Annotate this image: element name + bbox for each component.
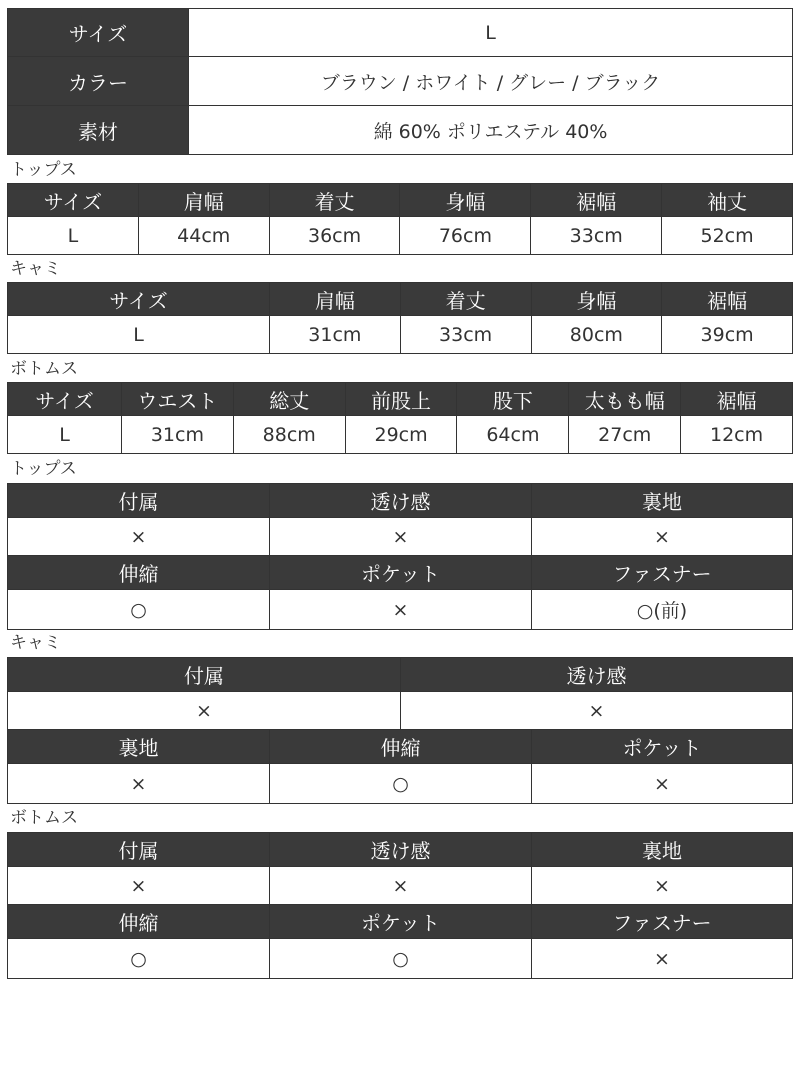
cami-detail-value: × xyxy=(401,692,793,730)
tops-detail-table xyxy=(7,483,793,630)
cami-detail-header: 透け感 xyxy=(401,658,793,692)
cami-detail-value: × xyxy=(8,764,270,804)
cami-detail-header: 伸縮 xyxy=(270,730,532,764)
bottoms-detail-header: 裏地 xyxy=(532,833,793,867)
cami-size-header: 裾幅 xyxy=(662,283,793,316)
bottoms-size-table xyxy=(7,382,793,454)
tops-detail-value: × xyxy=(270,518,532,556)
tops-detail-header: ファスナー xyxy=(532,556,793,590)
cami-size-title: キャミ xyxy=(10,259,61,279)
bottoms-size-header: ウエスト xyxy=(122,383,234,416)
bottoms-detail-header: ファスナー xyxy=(532,905,793,939)
bottoms-size-header: 前股上 xyxy=(345,383,457,416)
bottoms-size-header: 総丈 xyxy=(233,383,345,416)
cami-size-value: 39cm xyxy=(662,316,793,354)
cami-detail-value: × xyxy=(532,764,793,804)
cami-detail-table-top xyxy=(7,657,793,730)
bottoms-detail-table xyxy=(7,832,793,979)
spec-table xyxy=(7,8,793,155)
bottoms-size-header: サイズ xyxy=(8,383,122,416)
tops-size-value: 76cm xyxy=(400,217,531,255)
tops-size-table xyxy=(7,183,793,255)
cami-detail-header: 付属 xyxy=(8,658,401,692)
tops-size-value: 52cm xyxy=(662,217,793,255)
cami-detail-value: × xyxy=(8,692,401,730)
tops-detail-title: トップス xyxy=(10,459,77,479)
bottoms-detail-value: × xyxy=(8,867,270,905)
tops-size-header: 袖丈 xyxy=(662,184,793,217)
cami-size-value: 33cm xyxy=(400,316,531,354)
tops-detail-value: × xyxy=(8,518,270,556)
tops-size-header: 身幅 xyxy=(400,184,531,217)
tops-detail-header: 付属 xyxy=(8,484,270,518)
tops-detail-value: ○ xyxy=(8,590,270,630)
tops-size-value: 33cm xyxy=(531,217,662,255)
cami-detail-title: キャミ xyxy=(10,633,61,653)
bottoms-detail-value: × xyxy=(270,867,532,905)
tops-size-title: トップス xyxy=(10,160,77,180)
bottoms-detail-header: 透け感 xyxy=(270,833,532,867)
tops-detail-header: 裏地 xyxy=(532,484,793,518)
bottoms-size-value: 27cm xyxy=(569,416,681,454)
spec-material-value: 綿 60% ポリエステル 40% xyxy=(189,106,793,155)
bottoms-size-value: 64cm xyxy=(457,416,569,454)
cami-size-value: 80cm xyxy=(531,316,662,354)
bottoms-size-value: 88cm xyxy=(233,416,345,454)
spec-size-value: L xyxy=(189,9,793,57)
bottoms-size-value: 29cm xyxy=(345,416,457,454)
bottoms-size-header: 股下 xyxy=(457,383,569,416)
bottoms-size-value: 31cm xyxy=(122,416,234,454)
cami-size-header: 肩幅 xyxy=(270,283,401,316)
tops-detail-header: 伸縮 xyxy=(8,556,270,590)
tops-size-header: 肩幅 xyxy=(138,184,269,217)
tops-size-header: サイズ xyxy=(8,184,139,217)
cami-detail-table-bottom xyxy=(7,729,793,804)
bottoms-detail-header: 伸縮 xyxy=(8,905,270,939)
tops-size-value: 44cm xyxy=(138,217,269,255)
bottoms-size-header: 太もも幅 xyxy=(569,383,681,416)
cami-size-table xyxy=(7,282,793,354)
spec-color-label: カラー xyxy=(8,57,189,106)
cami-detail-header: 裏地 xyxy=(8,730,270,764)
bottoms-detail-header: ポケット xyxy=(270,905,532,939)
cami-size-value: L xyxy=(8,316,270,354)
tops-size-value: L xyxy=(8,217,139,255)
spec-color-value: ブラウン / ホワイト / グレー / ブラック xyxy=(189,57,793,106)
bottoms-size-value: L xyxy=(8,416,122,454)
cami-size-header: 着丈 xyxy=(400,283,531,316)
tops-size-header: 裾幅 xyxy=(531,184,662,217)
tops-detail-header: ポケット xyxy=(270,556,532,590)
tops-size-header: 着丈 xyxy=(269,184,400,217)
bottoms-detail-header: 付属 xyxy=(8,833,270,867)
tops-size-value: 36cm xyxy=(269,217,400,255)
cami-size-header: サイズ xyxy=(8,283,270,316)
cami-detail-header: ポケット xyxy=(532,730,793,764)
tops-detail-value: × xyxy=(532,518,793,556)
bottoms-detail-value: ○ xyxy=(8,939,270,979)
cami-detail-value: ○ xyxy=(270,764,532,804)
bottoms-size-title: ボトムス xyxy=(10,359,78,379)
bottoms-size-value: 12cm xyxy=(681,416,793,454)
tops-detail-value: ○(前) xyxy=(532,590,793,630)
bottoms-detail-value: ○ xyxy=(270,939,532,979)
cami-size-header: 身幅 xyxy=(531,283,662,316)
spec-size-label: サイズ xyxy=(8,9,189,57)
bottoms-detail-value: × xyxy=(532,939,793,979)
tops-detail-header: 透け感 xyxy=(270,484,532,518)
spec-material-label: 素材 xyxy=(8,106,189,155)
bottoms-size-header: 裾幅 xyxy=(681,383,793,416)
bottoms-detail-value: × xyxy=(532,867,793,905)
bottoms-detail-title: ボトムス xyxy=(10,808,78,828)
tops-detail-value: × xyxy=(270,590,532,630)
cami-size-value: 31cm xyxy=(270,316,401,354)
